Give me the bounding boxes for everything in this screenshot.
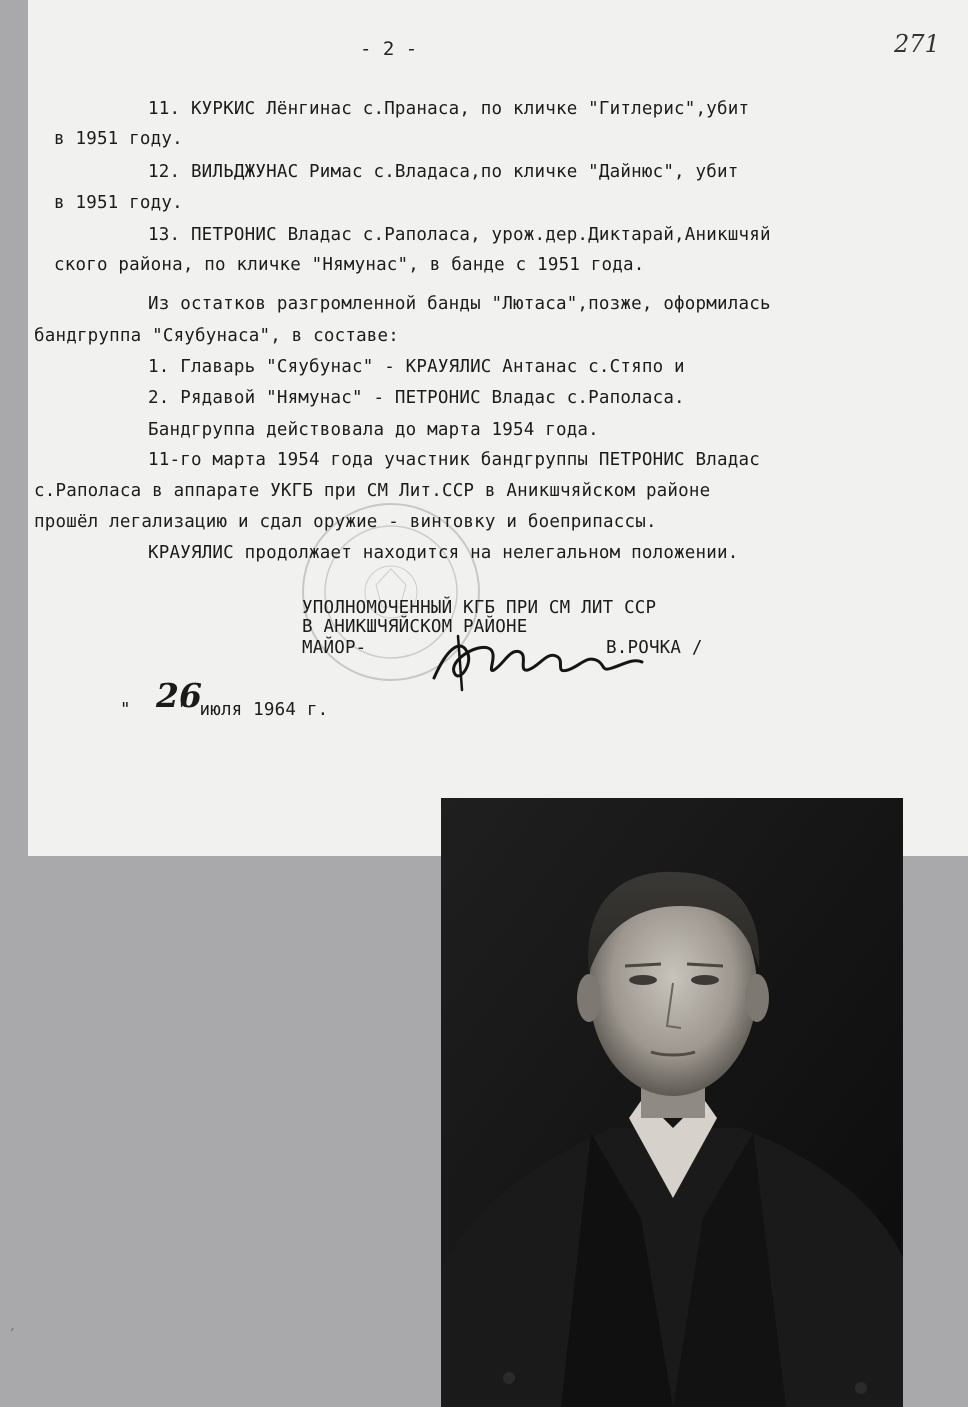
signature-rank: МАЙОР- <box>302 638 367 658</box>
archive-page-number: 271 <box>894 30 940 58</box>
text-line: 1. Главарь "Сяубунас" - КРАУЯЛИС Антанас с.Стяпо и <box>148 357 685 377</box>
date-quote: " <box>120 700 131 720</box>
text-line: 12. ВИЛЬДЖУНАС Римас с.Владаса,по кличке "Дайнюс", убит <box>148 162 739 182</box>
text-line: 2. Рядавой "Нямунас" - ПЕТРОНИС Владас с.Раполаса. <box>148 388 685 408</box>
text-line: в 1951 году. <box>54 193 183 213</box>
signatory-name: В.РОЧКА / <box>606 638 703 658</box>
document-page <box>28 0 968 856</box>
text-line: 13. ПЕТРОНИС Владас с.Раполаса, урож.дер.Диктарай,Аникшчяй <box>148 225 771 245</box>
text-line: Из остатков разгромленной банды "Лютаса",позже, оформилась <box>148 294 771 314</box>
text-line: 11-го марта 1954 года участник бандгруппы ПЕТРОНИС Владас <box>148 450 760 470</box>
text-line: ского района, по кличке "Нямунас", в банде с 1951 года. <box>54 255 645 275</box>
portrait-image <box>441 798 903 1407</box>
text-line: КРАУЯЛИС продолжает находится на нелегальном положении. <box>148 543 739 563</box>
date-day-handwritten: 26 <box>156 676 202 715</box>
text-line: с.Раполаса в аппарате УКГБ при СМ Лит.ССР в Аникшчяйском районе <box>34 481 711 501</box>
page-number: - 2 - <box>360 38 418 60</box>
text-line: 11. КУРКИС Лёнгинас с.Пранаса, по кличке "Гитлерис",убит <box>148 99 750 119</box>
text-line: Бандгруппа действовала до марта 1954 года. <box>148 420 599 440</box>
handwritten-signature <box>428 626 668 696</box>
margin-mark: ˊ <box>8 1328 15 1344</box>
text-line: прошёл легализацию и сдал оружие - винтовку и боеприпассы. <box>34 512 657 532</box>
date-rest: " июля 1964 г. <box>178 700 329 720</box>
signature-title-line: УПОЛНОМОЧЕННЫЙ КГБ ПРИ СМ ЛИТ ССР <box>302 598 657 618</box>
text-line: в 1951 году. <box>54 129 183 149</box>
signature-title-line: В АНИКШЧЯЙСКОМ РАЙОНЕ <box>302 617 528 637</box>
text-line: бандгруппа "Сяубунаса", в составе: <box>34 326 400 346</box>
portrait-photo <box>441 798 903 1407</box>
